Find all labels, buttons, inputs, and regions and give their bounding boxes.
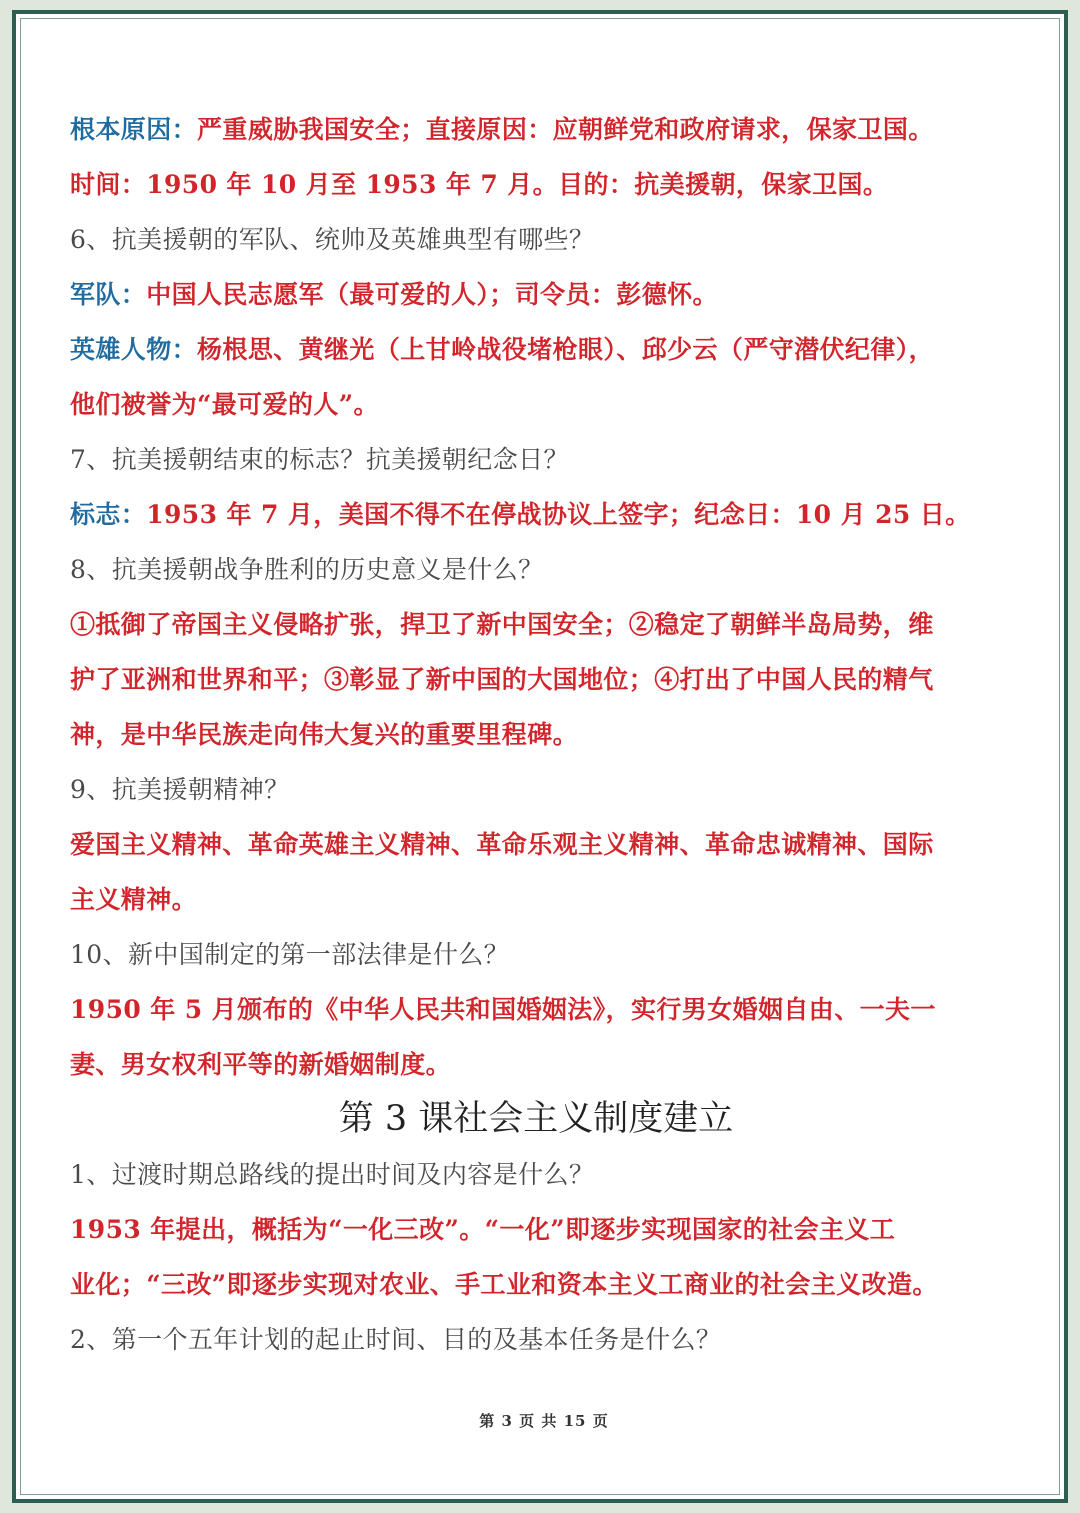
page-content [70, 102, 1030, 1367]
question-line: 8、抗美援朝战争胜利的历史意义是什么？ [70, 555, 544, 584]
answer-line: 护了亚洲和世界和平；③彰显了新中国的大国地位；④打出了中国人民的精气 [70, 665, 934, 694]
question-line: 2、第一个五年计划的起止时间、目的及基本任务是什么？ [70, 1325, 722, 1354]
answer-line: 1953 年提出，概括为“一化三改”。“一化”即逐步实现国家的社会主义工 [70, 1215, 896, 1244]
answer-line: 1950 年 5 月颁布的《中华人民共和国婚姻法》，实行男女婚姻自由、一夫一 [70, 995, 936, 1024]
answer-line: ①抵御了帝国主义侵略扩张，捍卫了新中国安全；②稳定了朝鲜半岛局势，维 [70, 610, 934, 639]
answer-line: 爱国主义精神、革命英雄主义精神、革命乐观主义精神、革命忠诚精神、国际 [70, 830, 934, 859]
question-line: 7、抗美援朝结束的标志？抗美援朝纪念日？ [70, 445, 569, 474]
answer-line [70, 322, 1030, 377]
term-label: 标志： [70, 500, 147, 529]
answer-line [70, 102, 1030, 157]
answer-line [70, 267, 1030, 322]
answer-line: 业化；“三改”即逐步实现对农业、手工业和资本主义工商业的社会主义改造。 [70, 1270, 938, 1299]
answer-text: 严重威胁我国安全；直接原因：应朝鲜党和政府请求，保家卫国。 [197, 115, 934, 144]
page-number-footer: 第 3 页 共 15 页 [479, 1412, 609, 1430]
question-line: 9、抗美援朝精神？ [70, 775, 290, 804]
answer-line: 妻、男女权利平等的新婚姻制度。 [70, 1050, 452, 1079]
term-label: 英雄人物： [70, 335, 198, 364]
document-page [12, 10, 1068, 1503]
answer-line [70, 487, 1030, 542]
answer-line: 主义精神。 [70, 885, 198, 914]
answer-line: 神，是中华民族走向伟大复兴的重要里程碑。 [70, 720, 579, 749]
answer-line: 时间：1950 年 10 月至 1953 年 7 月。目的：抗美援朝，保家卫国。 [70, 170, 889, 199]
answer-text: 杨根思、黄继光（上甘岭战役堵枪眼）、邱少云（严守潜伏纪律）， [197, 335, 935, 364]
lesson-heading: 第 3 课社会主义制度建立 [338, 1099, 734, 1139]
term-label: 军队： [70, 280, 147, 309]
answer-text: 中国人民志愿军（最可爱的人）；司令员：彭德怀。 [146, 280, 718, 309]
answer-line: 他们被誉为“最可爱的人”。 [70, 390, 379, 419]
answer-text: 1953 年 7 月，美国不得不在停战协议上签字；纪念日：10 月 25 日。 [146, 500, 971, 529]
term-label: 根本原因： [70, 115, 198, 144]
question-line: 1、过渡时期总路线的提出时间及内容是什么？ [70, 1160, 595, 1189]
question-line: 10、新中国制定的第一部法律是什么？ [70, 940, 510, 969]
question-line: 6、抗美援朝的军队、统帅及英雄典型有哪些？ [70, 225, 595, 254]
